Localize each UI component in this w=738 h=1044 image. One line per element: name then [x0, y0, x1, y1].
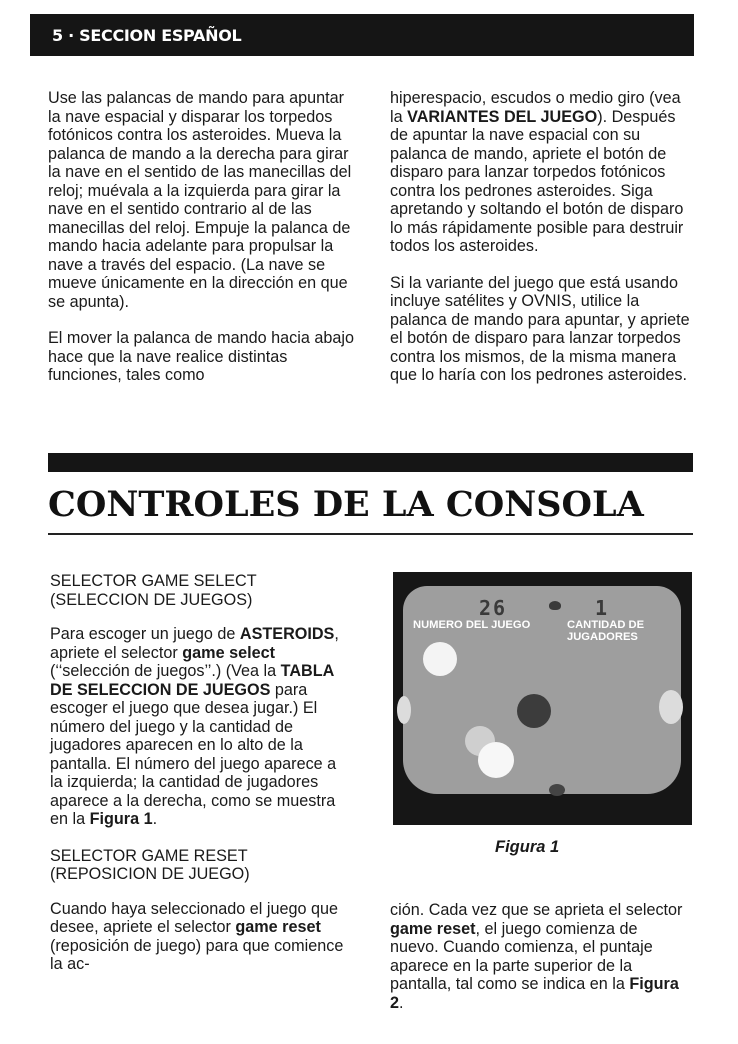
asteroid-white-large	[423, 642, 457, 676]
section-header-label: 5 · SECCION ESPAÑOL	[52, 26, 242, 45]
heading-game-reset: SELECTOR GAME RESET (REPOSICION DE JUEGO)	[50, 846, 250, 883]
column-left-top	[48, 89, 354, 403]
paragraph-joystick-down: El mover la palanca de mando hacia abajo hace que la nave realice distintas funciones, tales como	[48, 329, 354, 384]
section-divider-bar	[48, 453, 693, 472]
paragraph-game-reset-cont: ción. Cada vez que se aprieta el selector game reset, el juego comienza de nuevo. Cuando comienza, el puntaje aparece en la parte superior de la pantalla, tal como se indica en la Figura 2.	[390, 901, 683, 1012]
section-title: CONTROLES DE LA CONSOLA	[48, 484, 644, 525]
column-right-top	[390, 89, 695, 403]
paragraph-game-select: Para escoger un juego de ASTEROIDS, apriete el selector game select (‘‘selección de juegos’’.) (Vea la TABLA DE SELECCION DE JUEGOS para escoger el juego que desea jugar.) El número del juego y la cantidad de jugadores aparecen en lo alto de la pantalla. El número del juego aparece a la izquierda; la cantidad de jugadores aparece a la derecha, como se muestra en la Figura 1.	[50, 625, 339, 828]
paragraph-game-reset: Cuando haya seleccionado el juego que desee, apriete el selector game reset (reposición de juego) para que comience la ac-	[50, 899, 344, 973]
figure-1-screenshot	[393, 572, 692, 825]
paragraph-satellites: Si la variante del juego que está usando incluye satélites y OVNIS, utilice la palanca de mando para apuntar, y apriete el botón de disparo para lanzar torpedos contra los mismos, de la misma manera que lo haría con los pedrones asteroides.	[390, 273, 690, 384]
ref-variantes: VARIANTES DEL JUEGO	[407, 107, 598, 126]
label-players: CANTIDAD DE JUGADORES	[567, 619, 645, 643]
column-left-bottom	[50, 572, 348, 992]
ship-icon	[549, 601, 561, 610]
game-screen	[403, 586, 681, 794]
asteroid-right-edge	[659, 690, 683, 724]
section-header-bar	[30, 14, 694, 56]
figure-caption: Figura 1	[495, 838, 560, 856]
asteroid-white-bottom	[478, 742, 514, 778]
players-display: 1	[595, 596, 610, 620]
section-title-rule	[48, 533, 693, 535]
label-game-number: NUMERO DEL JUEGO	[413, 619, 531, 631]
column-right-bottom	[390, 901, 690, 1030]
heading-game-select: SELECTOR GAME SELECT (SELECCION DE JUEGOS)	[50, 572, 257, 609]
paragraph-fire-button: hiperespacio, escudos o medio giro (vea la VARIANTES DEL JUEGO). Después de apuntar la nave espacial con su palanca de mando, apriete el botón de disparo para lanzar torpedos fotónicos contra los pedrones asteroides. Siga apretando y soltando el botón de disparo lo más rápidamente posible para destruir todos los asteroides.	[390, 89, 684, 255]
game-number-display: 26	[479, 596, 508, 620]
paragraph-joystick: Use las palancas de mando para apuntar la nave espacial y disparar los torpedos fotónicos contra los asteroides. Mueva la palanca de mando a la derecha para girar la nave en el sentido de las manecillas del reloj; muévala a la izquierda para girar la nave en el sentido contrario al de las manecillas del reloj. Empuje la palanca de mando hacia adelante para propulsar la nave a través del espacio. (La nave se mueve únicamente en la dirección en que se apunta).	[48, 89, 352, 311]
asteroid-bottom-small	[549, 784, 565, 796]
asteroid-dark	[517, 694, 551, 728]
asteroid-left-edge	[397, 696, 411, 724]
